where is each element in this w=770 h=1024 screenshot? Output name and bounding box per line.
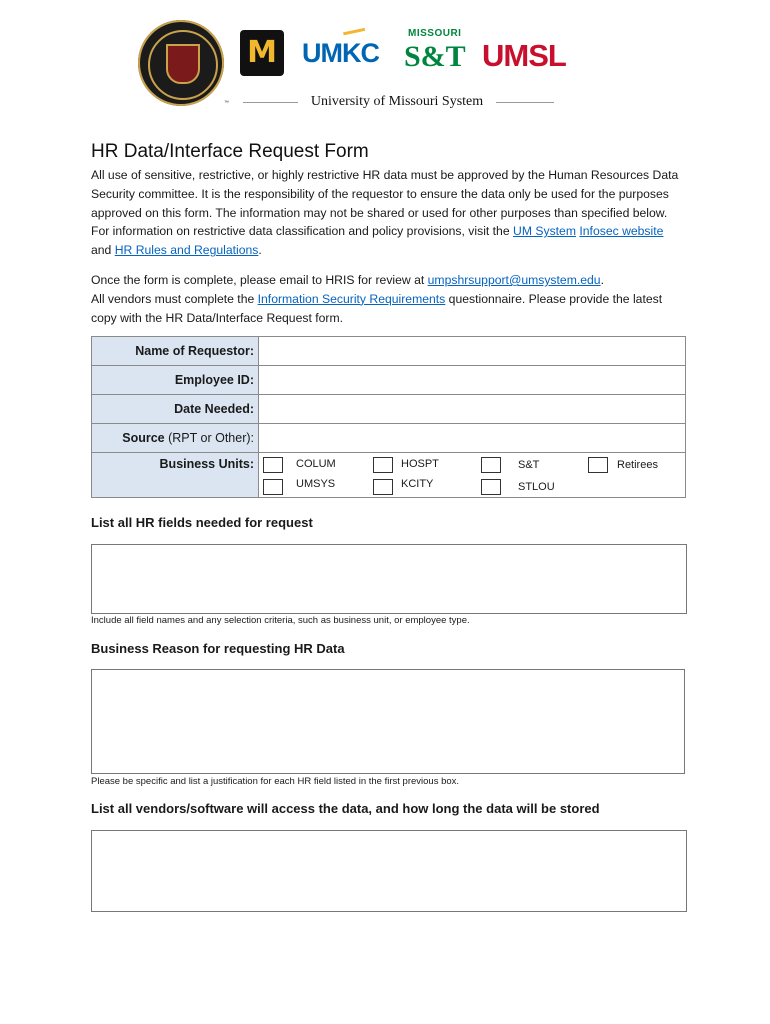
hospt-label: HOSPT — [401, 458, 439, 470]
page-title: HR Data/Interface Request Form — [91, 141, 369, 162]
vendors-text-end: questionnaire. Please provide the latest copy with the HR Data/Interface Request form. — [91, 291, 663, 325]
intro-text: All use of sensitive, restrictive, or highly restrictive HR data must be approved by the Human Resources Data Security committee. It is the responsibility of the requestor to ensure the data only be used for the purposes approved on this form. The information may not be shared or used for other purposes than specified below. For information on restrictive data classification and policy provisions, visit the — [91, 168, 679, 239]
reason-heading: Business Reason for requesting HR Data — [91, 641, 345, 656]
infosec-website-link[interactable]: Infosec website — [579, 224, 664, 239]
kcity-label: KCITY — [401, 478, 434, 490]
mizzou-logo: M — [240, 30, 284, 76]
university-seal — [138, 20, 224, 106]
reason-note: Please be specific and list a justification for each HR field listed in the first previous box. — [91, 776, 460, 787]
info-security-link[interactable]: Information Security Requirements — [257, 291, 446, 306]
retirees-checkbox[interactable] — [588, 457, 608, 473]
stlou-checkbox[interactable] — [481, 479, 501, 495]
source-label — [92, 424, 259, 453]
st-label: S&T — [518, 459, 540, 471]
seal-shield-icon — [166, 44, 200, 84]
umsys-checkbox[interactable] — [263, 479, 283, 495]
intro-and: and — [91, 243, 115, 258]
intro-paragraph — [91, 166, 687, 260]
trademark-symbol: ™ — [224, 100, 229, 106]
umsys-label: UMSYS — [296, 478, 336, 490]
umkc-logo: UMKC — [302, 38, 379, 68]
source-label-rest: (RPT or Other): — [164, 431, 254, 445]
hr-fields-textarea[interactable] — [91, 544, 687, 614]
system-name: University of Missouri System — [310, 94, 484, 109]
mst-logo: S&T — [404, 40, 466, 73]
retirees-label: Retirees — [617, 459, 658, 471]
email-paragraph — [91, 271, 687, 327]
employee-id-field[interactable] — [259, 366, 686, 395]
divider-right — [496, 102, 554, 103]
st-checkbox[interactable] — [481, 457, 501, 473]
vendors-text: All vendors must complete the — [91, 291, 258, 306]
intro-end: . — [258, 243, 262, 258]
business-units-label: Business Units: — [92, 453, 259, 498]
hr-rules-link[interactable]: HR Rules and Regulations — [114, 243, 259, 258]
um-system-link[interactable]: UM System — [513, 224, 576, 239]
divider-left — [243, 102, 298, 103]
reason-textarea[interactable] — [91, 669, 685, 774]
business-units-cell — [259, 453, 686, 498]
date-needed-field[interactable] — [259, 395, 686, 424]
stlou-label: STLOU — [518, 481, 555, 493]
hr-fields-heading: List all HR fields needed for request — [91, 515, 313, 530]
hr-fields-note: Include all field names and any selection criteria, such as business unit, or employee type. — [91, 615, 470, 626]
employee-id-label: Employee ID: — [92, 366, 259, 395]
requestor-label: Name of Requestor: — [92, 337, 259, 366]
email-link[interactable]: umpshrsupport@umsystem.edu — [427, 273, 601, 287]
source-label-bold: Source — [122, 431, 165, 445]
vendors-textarea[interactable] — [91, 830, 687, 912]
colum-checkbox[interactable] — [263, 457, 283, 473]
date-needed-label: Date Needed: — [92, 395, 259, 424]
umsl-logo: UMSL — [482, 38, 566, 73]
kcity-checkbox[interactable] — [373, 479, 393, 495]
hospt-checkbox[interactable] — [373, 457, 393, 473]
colum-label: COLUM — [296, 458, 336, 470]
request-form-table — [91, 336, 686, 498]
mst-logo-top: MISSOURI — [408, 28, 462, 39]
requestor-field[interactable] — [259, 337, 686, 366]
email-text: Once the form is complete, please email to HRIS for review at — [91, 273, 428, 287]
email-period: . — [600, 273, 604, 287]
vendors-heading: List all vendors/software will access the data, and how long the data will be stored — [91, 801, 600, 816]
source-field[interactable] — [259, 424, 686, 453]
